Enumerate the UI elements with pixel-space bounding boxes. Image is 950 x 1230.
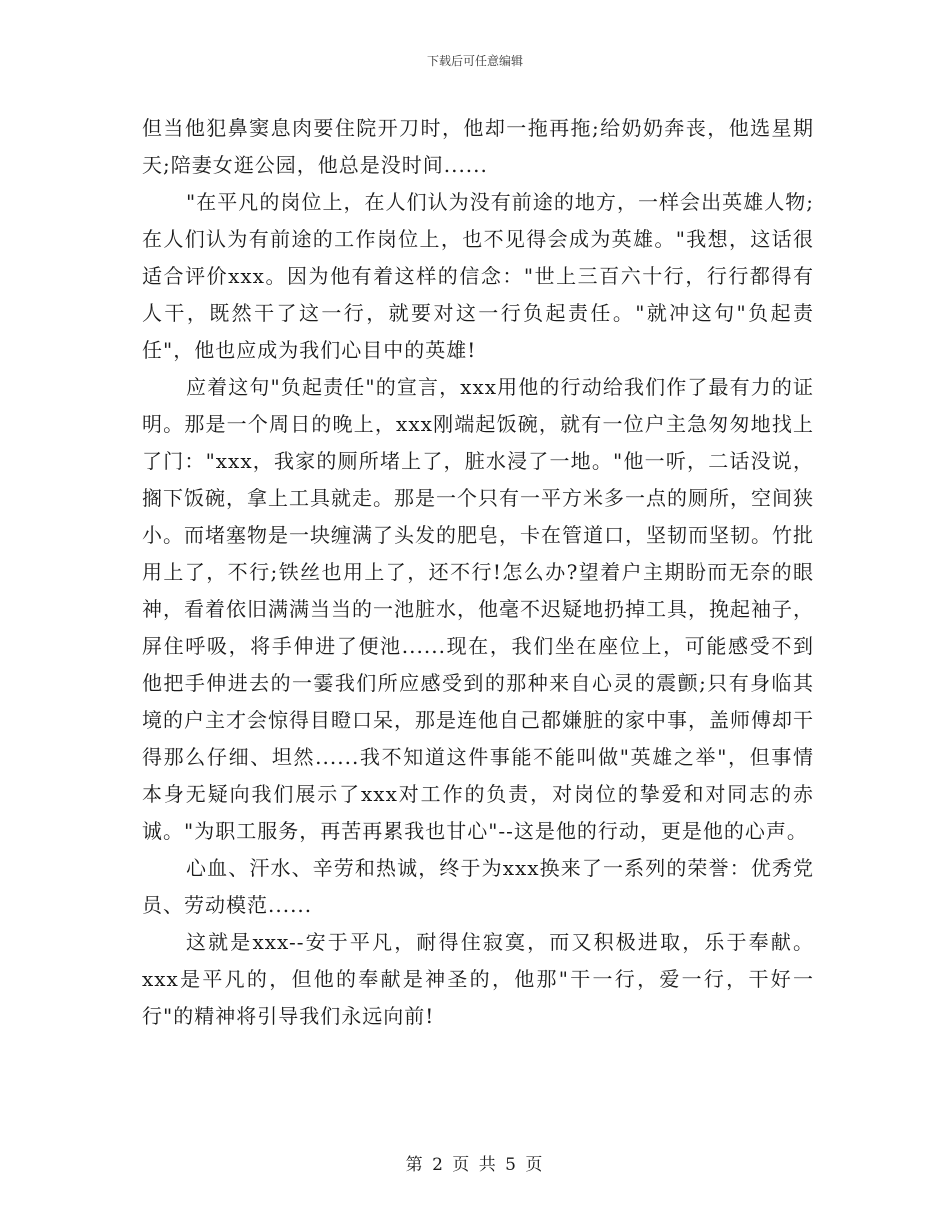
paragraph: 这就是xxx--安于平凡，耐得住寂寞，而又积极进取，乐于奉献。xxx是平凡的，但他的奉献是神圣的，他那"干一行，爱一行，干好一行"的精神将引导我们永远向前! [142,930,814,1028]
page-header: 下载后可任意编辑 [426,54,523,68]
document-body [142,110,814,1035]
paragraph: 应着这句"负起责任"的宣言，xxx用他的行动给我们作了最有力的证明。那是一个周日的晚上，xxx刚端起饭碗，就有一位户主急匆匆地找上了门："xxx，我家的厕所堵上了，脏水浸了一地。"他一听，二话没说，搁下饭碗，拿上工具就走。那是一个只有一平方米多一点的厕所，空间狭小。而堵塞物是一块缠满了头发的肥皂，卡在管道口，坚韧而坚韧。竹批用上了，不行;铁丝也用上了，还不行!怎么办?望着户主期盼而无奈的眼神，看着依旧满满当当的一池脏水，他毫不迟疑地扔掉工具，挽起袖子，屏住呼吸，将手伸进了便池......现在，我们坐在座位上，可能感受不到他把手伸进去的一霎我们所应感受到的那种来自心灵的震颤;只有身临其境的户主才会惊得目瞪口呆，那是连他自己都嫌脏的家中事，盖师傅却干得那么仔细、坦然......我不知道这件事能不能叫做"英雄之举"，但事情本身无疑向我们展示了xxx对工作的负责，对岗位的挚爱和对同志的赤诚。"为职工服务，再苦再累我也甘心"--这是他的行动，更是他的心声。 [142,375,814,843]
paragraph: "在平凡的岗位上，在人们认为没有前途的地方，一样会出英雄人物;在人们认为有前途的工作岗位上，也不见得会成为英雄。"我想，这话很适合评价xxx。因为他有着这样的信念："世上三百六十行，行行都得有人干，既然干了这一行，就要对这一行负起责任。"就冲这句"负起责任"，他也应成为我们心目中的英雄! [142,190,814,362]
paragraph: 心血、汗水、辛劳和热诚，终于为xxx换来了一系列的荣誉：优秀党员、劳动模范...... [142,856,814,917]
page-footer: 第 2 页 共 5 页 [405,1155,545,1175]
paragraph-continued: 但当他犯鼻窦息肉要住院开刀时，他却一拖再拖;给奶奶奔丧，他选星期天;陪妻女逛公园，他总是没时间...... [142,116,814,177]
